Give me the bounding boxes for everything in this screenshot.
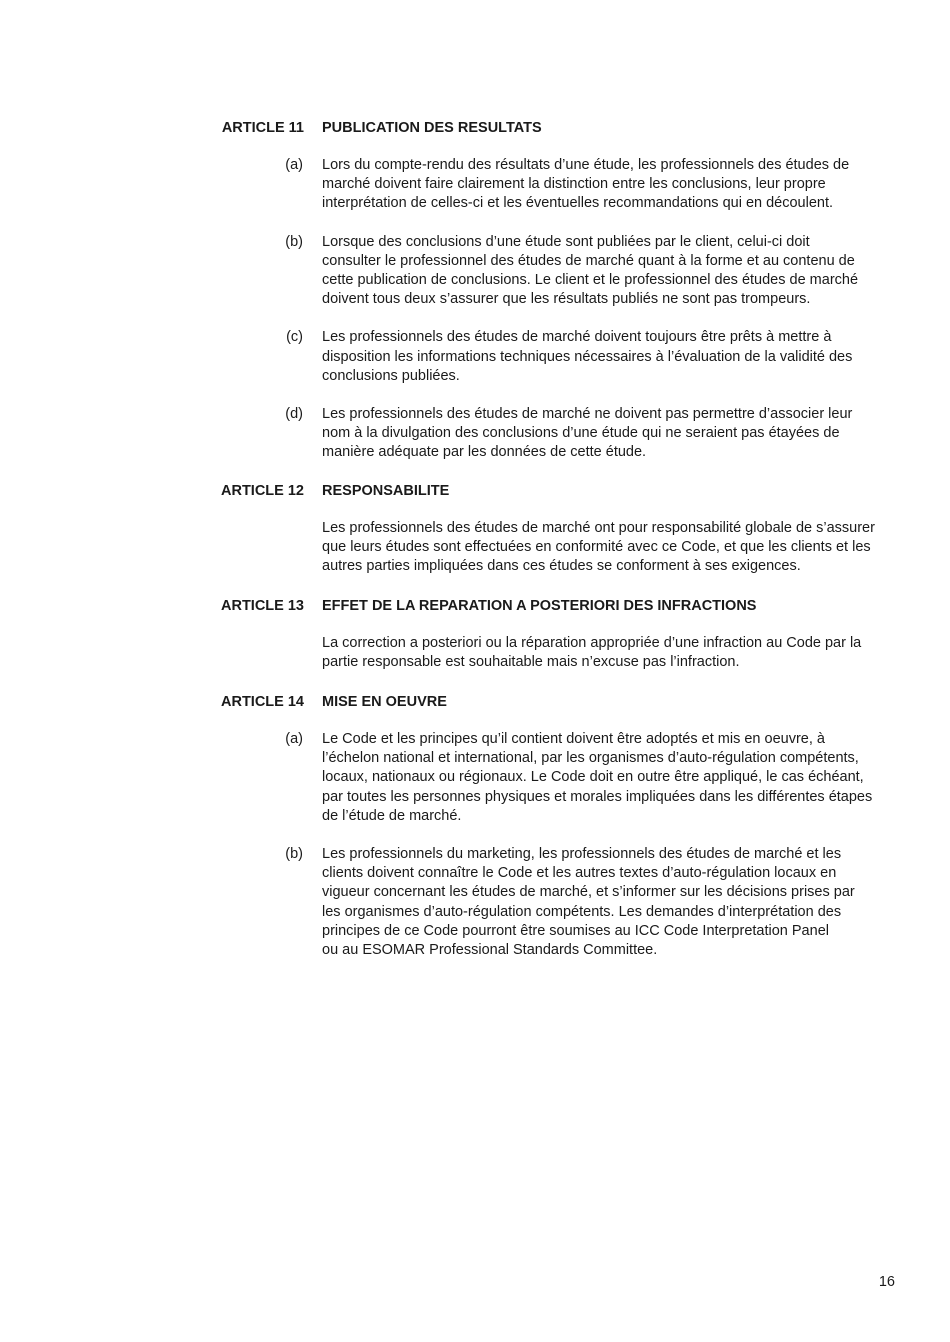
article-number: ARTICLE 12 [221, 483, 304, 499]
article-number: ARTICLE 14 [221, 694, 304, 710]
paragraph-text [322, 730, 874, 826]
text-line: les organismes d’auto-régulation compétents. Les demandes d’interprétation des [322, 903, 842, 920]
text-line: vigueur concernant les études de marché, et s’informer sur les décisions prises par [322, 884, 855, 901]
text-line: que leurs études sont effectuées en conformité avec ce Code, et que les clients et les [322, 539, 871, 556]
article-11 [0, 117, 950, 463]
article-heading [0, 595, 950, 617]
article-number: ARTICLE 11 [221, 120, 304, 136]
paragraph-label: (b) [285, 846, 303, 863]
article-heading [0, 691, 950, 713]
paragraph-b [0, 233, 950, 310]
text-line: consulter le professionnel des études de marché quant à la forme et au contenu de [322, 252, 855, 269]
paragraph-text [322, 634, 874, 672]
paragraph-c [0, 328, 950, 386]
text-line: Lorsque des conclusions d’une étude sont publiées par le client, celui-ci doit [322, 233, 810, 250]
paragraph-text [322, 519, 874, 577]
article-title: EFFET DE LA REPARATION A POSTERIORI DES INFRACTIONS [322, 598, 757, 614]
paragraph-d [0, 405, 950, 463]
text-line: partie responsable est souhaitable mais n’excuse pas l’infraction. [322, 654, 740, 671]
article-title: RESPONSABILITE [322, 483, 450, 499]
text-line: interprétation de celles-ci et les éventuelles recommandations qui en découlent. [322, 195, 834, 212]
text-line: Les professionnels des études de marché doivent toujours être prêts à mettre à [322, 329, 832, 346]
paragraph-b [0, 845, 950, 960]
paragraph-label: (c) [286, 329, 303, 346]
paragraph-text [322, 233, 874, 310]
text-line: Les professionnels du marketing, les professionnels des études de marché et les [322, 846, 842, 863]
text-line: locaux, nationaux ou régionaux. Le Code doit en outre être appliqué, le cas échéant, [322, 769, 864, 786]
article-12 [0, 480, 950, 577]
text-line: de l’étude de marché. [322, 807, 462, 824]
text-line: nom à la divulgation des conclusions d’une étude qui ne seraient pas étayées de [322, 425, 840, 442]
text-line: doivent tous deux s’assurer que les résultats publiés ne sont pas trompeurs. [322, 291, 811, 308]
text-line: cette publication de conclusions. Le client et le professionnel des études de marché [322, 272, 859, 289]
text-line: ou au ESOMAR Professional Standards Committee. [322, 942, 658, 959]
paragraph [0, 634, 950, 672]
text-line: principes de ce Code pourront être soumises au ICC Code Interpretation Panel [322, 922, 829, 939]
text-line: par toutes les personnes physiques et morales impliquées dans les différentes étapes [322, 788, 873, 805]
paragraph-label: (d) [285, 406, 303, 423]
paragraph-text [322, 328, 874, 386]
paragraph-text [322, 845, 874, 960]
page-number: 16 [878, 1274, 895, 1290]
paragraph [0, 519, 950, 577]
article-14 [0, 691, 950, 960]
paragraph-text [322, 156, 874, 214]
text-line: Le Code et les principes qu’il contient doivent être adoptés et mis en oeuvre, à [322, 731, 825, 747]
article-title: PUBLICATION DES RESULTATS [322, 120, 542, 136]
paragraph-text [322, 405, 874, 463]
text-line: disposition les informations techniques nécessaires à l’évaluation de la validité des [322, 348, 853, 365]
article-number: ARTICLE 13 [221, 598, 304, 614]
article-13 [0, 595, 950, 672]
paragraph-label: (b) [285, 233, 303, 250]
text-line: autres parties impliquées dans ces études se conforment à ses exigences. [322, 558, 801, 575]
text-line: clients doivent connaître le Code et les autres textes d’auto-régulation locaux en [322, 865, 837, 882]
article-heading [0, 117, 950, 139]
paragraph-a [0, 156, 950, 214]
paragraph-a [0, 730, 950, 826]
paragraph-label: (a) [285, 731, 303, 747]
text-line: manière adéquate par les données de cette étude. [322, 444, 647, 461]
text-line: Lors du compte-rendu des résultats d’une étude, les professionnels des études de [322, 157, 850, 173]
text-line: l’échelon national et international, par les organismes d’auto-régulation compétents, [322, 750, 859, 767]
text-line: La correction a posteriori ou la réparation appropriée d’une infraction au Code par la [322, 635, 862, 651]
text-line: Les professionnels des études de marché ont pour responsabilité globale de s’assurer [322, 520, 875, 536]
article-heading [0, 480, 950, 502]
paragraph-label: (a) [285, 157, 303, 173]
text-line: conclusions publiées. [322, 367, 460, 384]
text-line: marché doivent faire clairement la distinction entre les conclusions, leur propre [322, 176, 826, 193]
text-line: Les professionnels des études de marché ne doivent pas permettre d’associer leur [322, 406, 853, 423]
article-title: MISE EN OEUVRE [322, 694, 447, 710]
